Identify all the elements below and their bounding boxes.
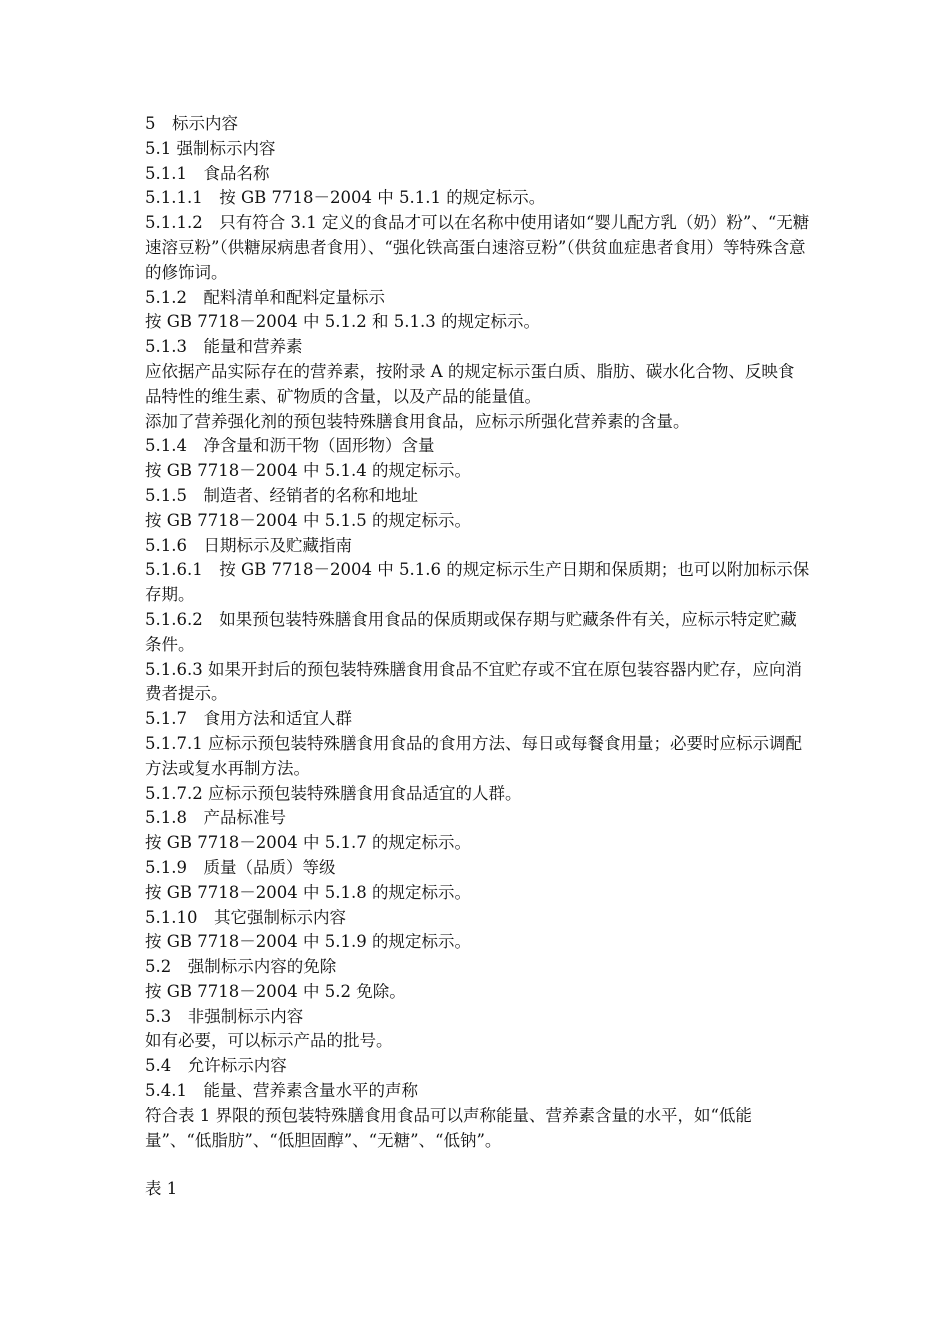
heading-5-1-8: 5.1.8 产品标准号 [145, 808, 286, 828]
clause-5-1-6-2: 5.1.6.2 如果预包装特殊膳食用食品的保质期或保存期与贮藏条件有关，应标示特定贮藏条件。 [145, 609, 797, 654]
clause-5-1-6-1: 5.1.6.1 按 GB 7718－2004 中 5.1.6 的规定标示生产日期和保质期；也可以附加标示保存期。 [145, 560, 810, 605]
clause-5-1-6-3: 5.1.6.3 如果开封后的预包装特殊膳食用食品不宜贮存或不宜在原包装容器内贮存，应向消费者提示。 [145, 659, 802, 704]
paragraph-gap [145, 1153, 810, 1177]
clause-5-1-7-2: 5.1.7.2 应标示预包装特殊膳食用食品适宜的人群。 [145, 783, 522, 803]
paragraph-5-2: 按 GB 7718－2004 中 5.2 免除。 [145, 981, 406, 1001]
heading-5-4-1: 5.4.1 能量、营养素含量水平的声称 [145, 1081, 418, 1101]
paragraph-5-1-4: 按 GB 7718－2004 中 5.1.4 的规定标示。 [145, 461, 471, 481]
clause-5-1-7-1: 5.1.7.1 应标示预包装特殊膳食用食品的食用方法、每日或每餐食用量；必要时应标示调配方法或复水再制方法。 [145, 733, 802, 778]
heading-5-1-3: 5.1.3 能量和营养素 [145, 337, 303, 357]
heading-5-4: 5.4 允许标示内容 [145, 1056, 287, 1076]
heading-5-1-1: 5.1.1 食品名称 [145, 163, 270, 183]
paragraph-5-1-8: 按 GB 7718－2004 中 5.1.7 的规定标示。 [145, 833, 471, 853]
document-body [145, 112, 810, 1202]
paragraph-5-1-10: 按 GB 7718－2004 中 5.1.9 的规定标示。 [145, 932, 471, 952]
paragraph-5-1-3-b: 添加了营养强化剂的预包装特殊膳食用食品，应标示所强化营养素的含量。 [145, 411, 690, 431]
clause-5-1-1-2: 5.1.1.2 只有符合 3.1 定义的食品才可以在名称中使用诸如“婴儿配方乳（奶）粉”、“无糖速溶豆粉”（供糖尿病患者食用）、“强化铁高蛋白速溶豆粉”（供贫血症患者食用）等特殊含意的修饰词。 [145, 213, 810, 282]
heading-5-1-9: 5.1.9 质量（品质）等级 [145, 857, 336, 877]
table-caption: 表 1 [145, 1179, 178, 1199]
paragraph-5-4-1: 符合表 1 界限的预包装特殊膳食用食品可以声称能量、营养素含量的水平，如“低能量”、“低脂肪”、“低胆固醇”、“无糖”、“低钠”。 [145, 1105, 752, 1150]
heading-5-1-10: 5.1.10 其它强制标示内容 [145, 907, 346, 927]
paragraph-5-1-2: 按 GB 7718－2004 中 5.1.2 和 5.1.3 的规定标示。 [145, 312, 540, 332]
clause-5-1-1-1: 5.1.1.1 按 GB 7718－2004 中 5.1.1 的规定标示。 [145, 188, 546, 208]
heading-5-1-5: 5.1.5 制造者、经销者的名称和地址 [145, 485, 418, 505]
heading-5-2: 5.2 强制标示内容的免除 [145, 957, 337, 977]
heading-5-1-4: 5.1.4 净含量和沥干物（固形物）含量 [145, 436, 435, 456]
heading-5: 5 标示内容 [145, 114, 238, 133]
heading-5-1: 5.1 强制标示内容 [145, 138, 276, 158]
paragraph-5-3: 如有必要，可以标示产品的批号。 [145, 1031, 393, 1051]
paragraph-5-1-5: 按 GB 7718－2004 中 5.1.5 的规定标示。 [145, 510, 471, 530]
paragraph-5-1-3-a: 应依据产品实际存在的营养素，按附录 A 的规定标示蛋白质、脂肪、碳水化合物、反映食品特性的维生素、矿物质的含量，以及产品的能量值。 [145, 361, 795, 406]
heading-5-1-6: 5.1.6 日期标示及贮藏指南 [145, 535, 352, 555]
heading-5-3: 5.3 非强制标示内容 [145, 1006, 304, 1026]
paragraph-5-1-9: 按 GB 7718－2004 中 5.1.8 的规定标示。 [145, 882, 471, 902]
heading-5-1-2: 5.1.2 配料清单和配料定量标示 [145, 287, 385, 307]
heading-5-1-7: 5.1.7 食用方法和适宜人群 [145, 709, 352, 729]
